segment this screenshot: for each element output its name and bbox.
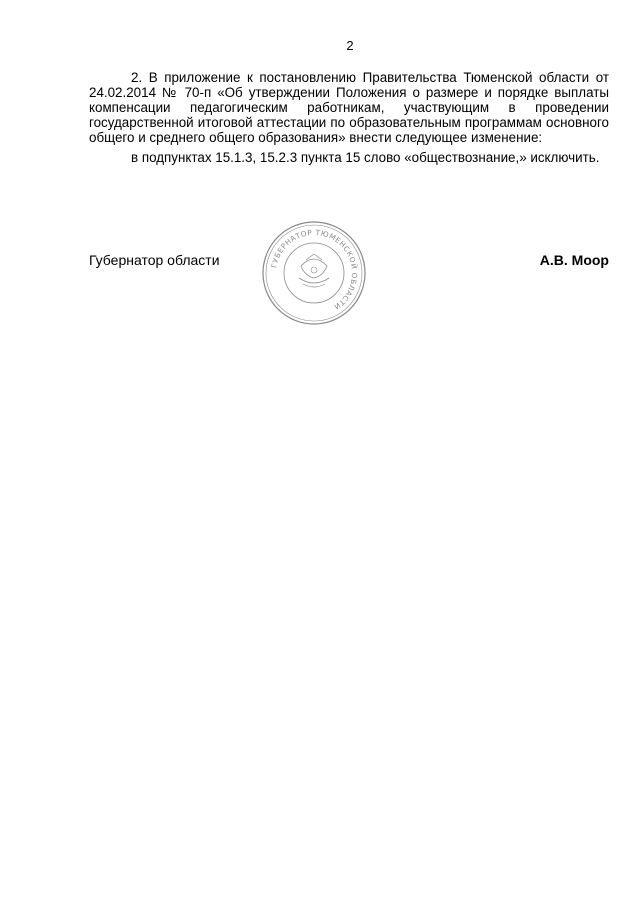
seal-ring-text: ГУБЕРНАТОР ТЮМЕНСКОЙ ОБЛАСТИ xyxy=(269,227,360,312)
svg-text:ГУБЕРНАТОР ТЮМЕНСКОЙ ОБЛАСТИ xyxy=(269,228,359,312)
signer-title: Губернатор области xyxy=(89,252,220,268)
paragraph-subpoints: в подпунктах 15.1.3, 15.2.3 пункта 15 слово «обществознание,» исключить. xyxy=(131,150,600,165)
official-seal-icon xyxy=(261,220,367,326)
paragraph-amendment: 2. В приложение к постановлению Правительства Тюменской области от 24.02.2014 № 70-п «Об утверждении Положения о размере и порядке выплаты компенсации педагогическим работникам, участвующим в проведении государственной итоговой аттестации по образовательным программам основного общего и среднего общего образования» внести следующее изменение: xyxy=(89,70,609,145)
signer-name: А.В. Моор xyxy=(539,252,609,268)
document-body xyxy=(89,70,609,165)
page-number: 2 xyxy=(346,38,354,53)
